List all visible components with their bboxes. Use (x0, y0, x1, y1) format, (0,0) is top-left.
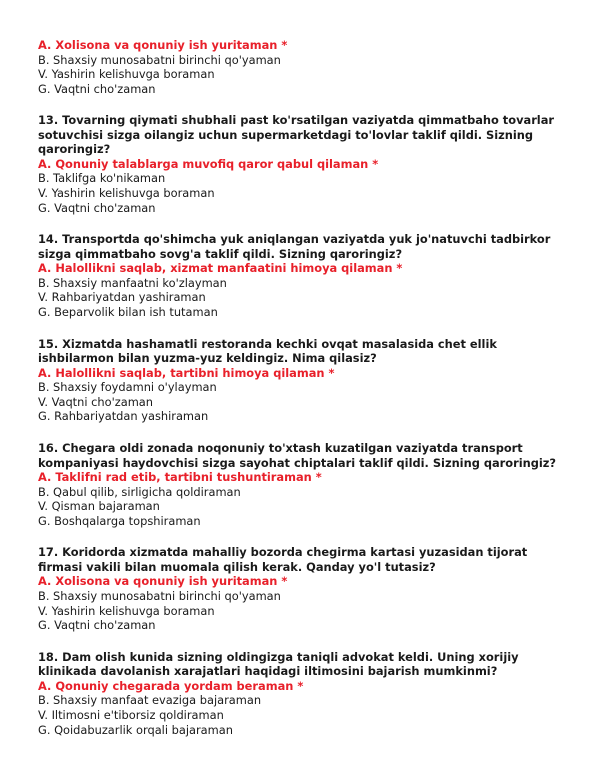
option-b: B. Shaxsiy foydamni o'ylayman (38, 380, 217, 395)
option-v: V. Yashirin kelishuvga boraman (38, 67, 215, 82)
option-g: G. Qoidabuzarlik orqali bajaraman (38, 722, 233, 737)
option-b: B. Taklifga ko'nikaman (38, 171, 166, 186)
question-text: 18. Dam olish kunida sizning oldingizga taniqli advokat keldi. Uning xorijiy klinikada davolanish xarajatlari haqidagi iltimosini bajarish mumkinmi? (38, 649, 519, 679)
option-b: B. Shaxsiy munosabatni birinchi qo'yaman (38, 52, 281, 67)
option-b: B. Shaxsiy munosabatni birinchi qo'yaman (38, 588, 281, 603)
option-g: G. Vaqtni cho'zaman (38, 81, 156, 96)
option-g: G. Boshqalarga topshiraman (38, 513, 201, 528)
option-g: G. Vaqtni cho'zaman (38, 618, 156, 633)
question-block-18 (38, 650, 568, 737)
option-v: V. Vaqtni cho'zaman (38, 394, 153, 409)
document-page (38, 38, 568, 754)
question-text: 16. Chegara oldi zonada noqonuniy to'xtash kuzatilgan vaziyatda transport kompaniyasi haydovchisi sizga sayohat chiptalari taklif qildi. Sizning qaroringiz? (38, 441, 557, 470)
option-v: V. Iltimosni e'tiborsiz qoldiraman (38, 707, 224, 722)
question-block-13 (38, 113, 568, 215)
option-v: V. Rahbariyatdan yashiraman (38, 290, 206, 305)
option-v: V. Yashirin kelishuvga boraman (38, 603, 215, 618)
question-text: 15. Xizmatda hashamatli restoranda kechki ovqat masalasida chet ellik ishbilarmon bilan yuzma-yuz keldingiz. Nima qilasiz? (38, 336, 497, 366)
option-b: B. Qabul qilib, sirligicha qoldiraman (38, 484, 241, 499)
option-v: V. Yashirin kelishuvga boraman (38, 186, 215, 201)
option-a-correct: A. Xolisona va qonuniy ish yuritaman * (38, 574, 288, 589)
question-text: 14. Transportda qo'shimcha yuk aniqlangan vaziyatda yuk jo'natuvchi tadbirkor sizga qimmatbaho sovg'a taklif qildi. Sizning qaroringiz? (38, 232, 551, 261)
option-b: B. Shaxsiy manfaatni ko'zlayman (38, 275, 227, 290)
option-a-correct: A. Qonuniy talablarga muvofiq qaror qabul qilaman * (38, 156, 379, 171)
question-text: 13. Tovarning qiymati shubhali past ko'rsatilgan vaziyatda qimmatbaho tovarlar sotuvchisi sizga oilangiz uchun supermarketdagi to'lovlar taklif qildi. Sizning qaroringiz? (38, 113, 555, 157)
question-block-15 (38, 337, 568, 424)
option-v: V. Qisman bajaraman (38, 499, 160, 514)
option-g: G. Beparvolik bilan ish tutaman (38, 305, 218, 320)
option-a-correct: A. Halollikni saqlab, tartibni himoya qilaman * (38, 365, 335, 380)
question-block-17 (38, 545, 568, 632)
option-a-correct: A. Qonuniy chegarada yordam beraman * (38, 678, 304, 693)
option-a-correct: A. Taklifni rad etib, tartibni tushuntiraman * (38, 470, 322, 484)
question-text: 17. Koridorda xizmatda mahalliy bozorda chegirma kartasi yuzasidan tijorat firmasi vakili bilan muomala qilish kerak. Qanday yo'l tutasiz? (38, 545, 528, 574)
option-g: G. Rahbariyatdan yashiraman (38, 409, 209, 424)
option-a-correct: A. Xolisona va qonuniy ish yuritaman * (38, 38, 288, 52)
question-block-14 (38, 232, 568, 319)
question-block-16 (38, 441, 568, 528)
question-block-12 (38, 38, 568, 96)
option-a-correct: A. Halollikni saqlab, xizmat manfaatini himoya qilaman * (38, 261, 403, 276)
option-g: G. Vaqtni cho'zaman (38, 200, 156, 215)
option-b: B. Shaxsiy manfaat evaziga bajaraman (38, 693, 262, 708)
